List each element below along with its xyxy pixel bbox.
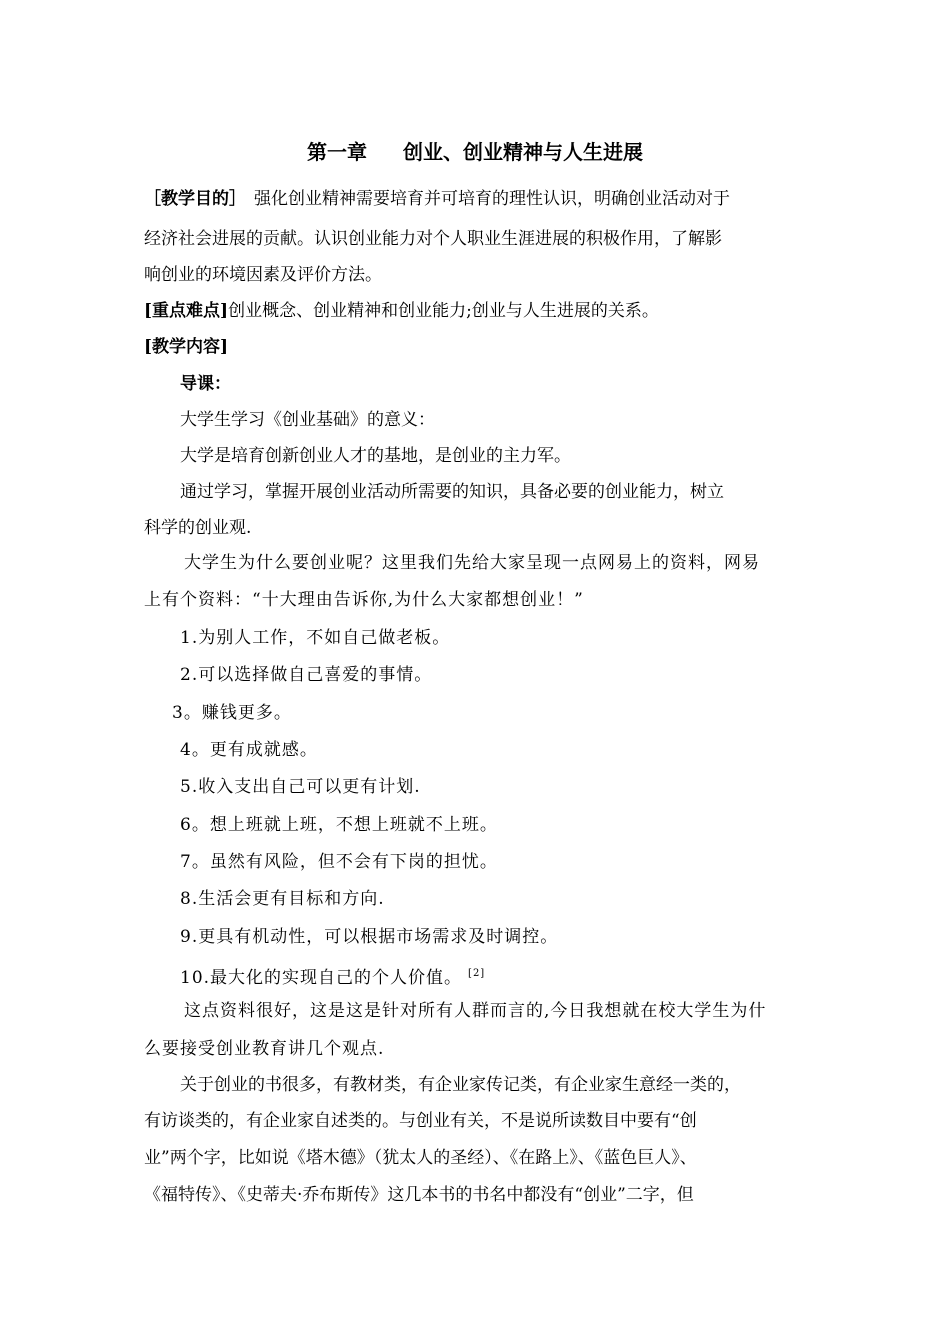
- paragraph-4: 科学的创业观.: [144, 518, 252, 538]
- objective-line-1: ［教学目的］ 强化创业精神需要培育并可培育的理性认识，明确创业活动对于: [144, 189, 730, 209]
- key-text: 创业概念、创业精神和创业能力;创业与人生进展的关系。: [228, 301, 659, 321]
- chapter-number: 第一章: [307, 140, 367, 164]
- paragraph-5: 大学生为什么要创业呢？这里我们先给大家呈现一点网易上的资料，网易: [184, 553, 760, 573]
- reason-item: 4。更有成就感。: [180, 740, 318, 760]
- closing-line-1: 这点资料很好，这是这是针对所有人群而言的,今日我想就在校大学生为什: [184, 1001, 767, 1021]
- objective-line-3: 响创业的环境因素及评价方法。: [144, 265, 382, 285]
- closing-line-3: 关于创业的书很多，有教材类，有企业家传记类，有企业家生意经一类的，: [180, 1075, 741, 1095]
- reason-item: 1.为别人工作，不如自己做老板。: [180, 628, 451, 648]
- reason-item: 8.生活会更有目标和方向.: [180, 889, 385, 909]
- reason-item-last: 10.最大化的实现自己的个人价值。 [2]: [180, 968, 486, 988]
- closing-line-4: 有访谈类的，有企业家自述类的。与创业有关，不是说所读数目中要有“创: [144, 1111, 697, 1131]
- closing-line-5: 业”两个字，比如说《塔木德》（犹太人的圣经）、《在路上》、《蓝色巨人》、: [144, 1148, 697, 1168]
- reason-item: 2.可以选择做自己喜爱的事情。: [180, 665, 433, 685]
- footnote-reference: [2]: [468, 968, 486, 979]
- objective-line-2: 经济社会进展的贡献。认识创业能力对个人职业生涯进展的积极作用，了解影: [144, 229, 722, 249]
- paragraph-2: 大学是培育创新创业人才的基地，是创业的主力军。: [180, 446, 571, 466]
- reason-item: 6。想上班就上班，不想上班就不上班。: [180, 815, 498, 835]
- content-label: [教学内容]: [144, 337, 229, 357]
- reason-item: 3。赚钱更多。: [172, 703, 292, 723]
- reason-item: 9.更具有机动性，可以根据市场需求及时调控。: [180, 927, 559, 947]
- paragraph-3: 通过学习，掌握开展创业活动所需要的知识，具备必要的创业能力，树立: [180, 482, 724, 502]
- key-points-line: [144, 300, 659, 322]
- chapter-name: 创业、创业精神与人生进展: [403, 140, 643, 164]
- paragraph-6: 上有个资料：“十大理由告诉你,为什么大家都想创业！”: [144, 590, 584, 610]
- key-label: [重点难点]: [144, 301, 229, 321]
- intro-label: 导课：: [180, 374, 231, 394]
- closing-line-2: 么要接受创业教育讲几个观点.: [144, 1039, 385, 1059]
- chapter-title: [0, 138, 950, 166]
- closing-line-6: 《福特传》、《史蒂夫·乔布斯传》这几本书的书名中都没有“创业”二字，但: [144, 1185, 694, 1205]
- objective-label: ［教学目的］: [144, 189, 246, 209]
- reason-item: 7。虽然有风险，但不会有下岗的担忧。: [180, 852, 498, 872]
- reason-item: 5.收入支出自己可以更有计划.: [180, 777, 421, 797]
- paragraph-1: 大学生学习《创业基础》的意义：: [180, 410, 435, 430]
